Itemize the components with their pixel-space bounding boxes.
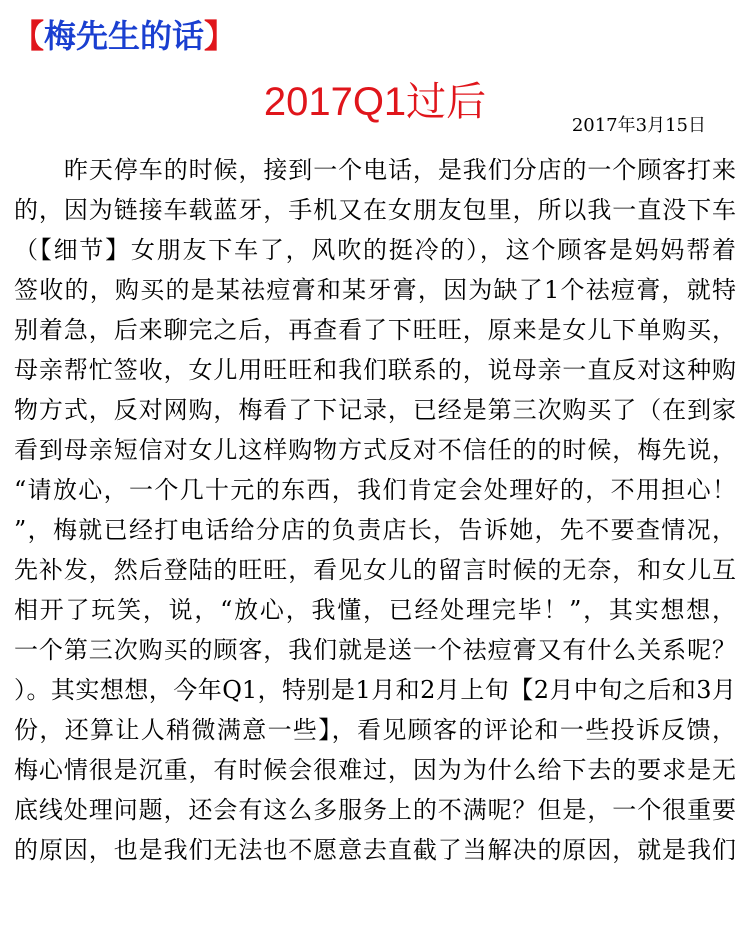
body-line: 别着急，后来聊完之后，再查看了下旺旺，原来是女儿下单购买， (14, 316, 736, 344)
body-line: 物方式，反对网购，梅看了下记录，已经是第三次购买了（在到家 (14, 396, 736, 424)
body-line: （【细节】女朋友下车了，风吹的挺冷的），这个顾客是妈妈帮着 (14, 236, 736, 264)
body-line: 的原因，也是我们无法也不愿意去直截了当解决的原因，就是我们 (14, 836, 736, 864)
header-bracket-open: 【 (12, 17, 45, 55)
body-line: 看到母亲短信对女儿这样购物方式反对不信任的的时候，梅先说， (14, 436, 736, 464)
body-line: 底线处理问题，还会有这么多服务上的不满呢？但是，一个很重要 (14, 796, 736, 824)
body-line: 相开了玩笑，说，“放心，我懂，已经处理完毕！”，其实想想， (14, 596, 736, 624)
column-title: 梅先生的话 (44, 17, 205, 55)
article-title: 2017Q1过后 (263, 80, 487, 124)
body-line: 一个第三次购买的顾客，我们就是送一个祛痘膏又有什么关系呢？ (14, 636, 736, 664)
body-line: ”，梅就已经打电话给分店的负责店长，告诉她，先不要查情况， (14, 516, 736, 544)
body-line: 母亲帮忙签收，女儿用旺旺和我们联系的，说母亲一直反对这种购 (14, 356, 736, 384)
body-line: ）。其实想想，今年Q1，特别是1月和2月上旬【2月中旬之后和3月 (14, 676, 736, 704)
body-line: “请放心，一个几十元的东西，我们肯定会处理好的，不用担心！ (14, 476, 736, 504)
body-line: 份，还算让人稍微满意一些】，看见顾客的评论和一些投诉反馈， (14, 716, 736, 744)
body-line: 梅心情很是沉重，有时候会很难过，因为为什么给下去的要求是无 (14, 756, 736, 784)
body-line: 昨天停车的时候，接到一个电话，是我们分店的一个顾客打来 (64, 156, 736, 184)
article-date: 2017年3月15日 (571, 115, 706, 136)
body-line: 的，因为链接车载蓝牙，手机又在女朋友包里，所以我一直没下车 (14, 196, 736, 224)
article-body (14, 150, 736, 870)
body-line: 先补发，然后登陆的旺旺，看见女儿的留言时候的无奈，和女儿互 (14, 556, 736, 584)
header-bracket-close: 】 (204, 17, 237, 55)
body-line: 签收的，购买的是某祛痘膏和某牙膏，因为缺了1个祛痘膏，就特 (14, 276, 736, 304)
column-header (12, 14, 236, 58)
